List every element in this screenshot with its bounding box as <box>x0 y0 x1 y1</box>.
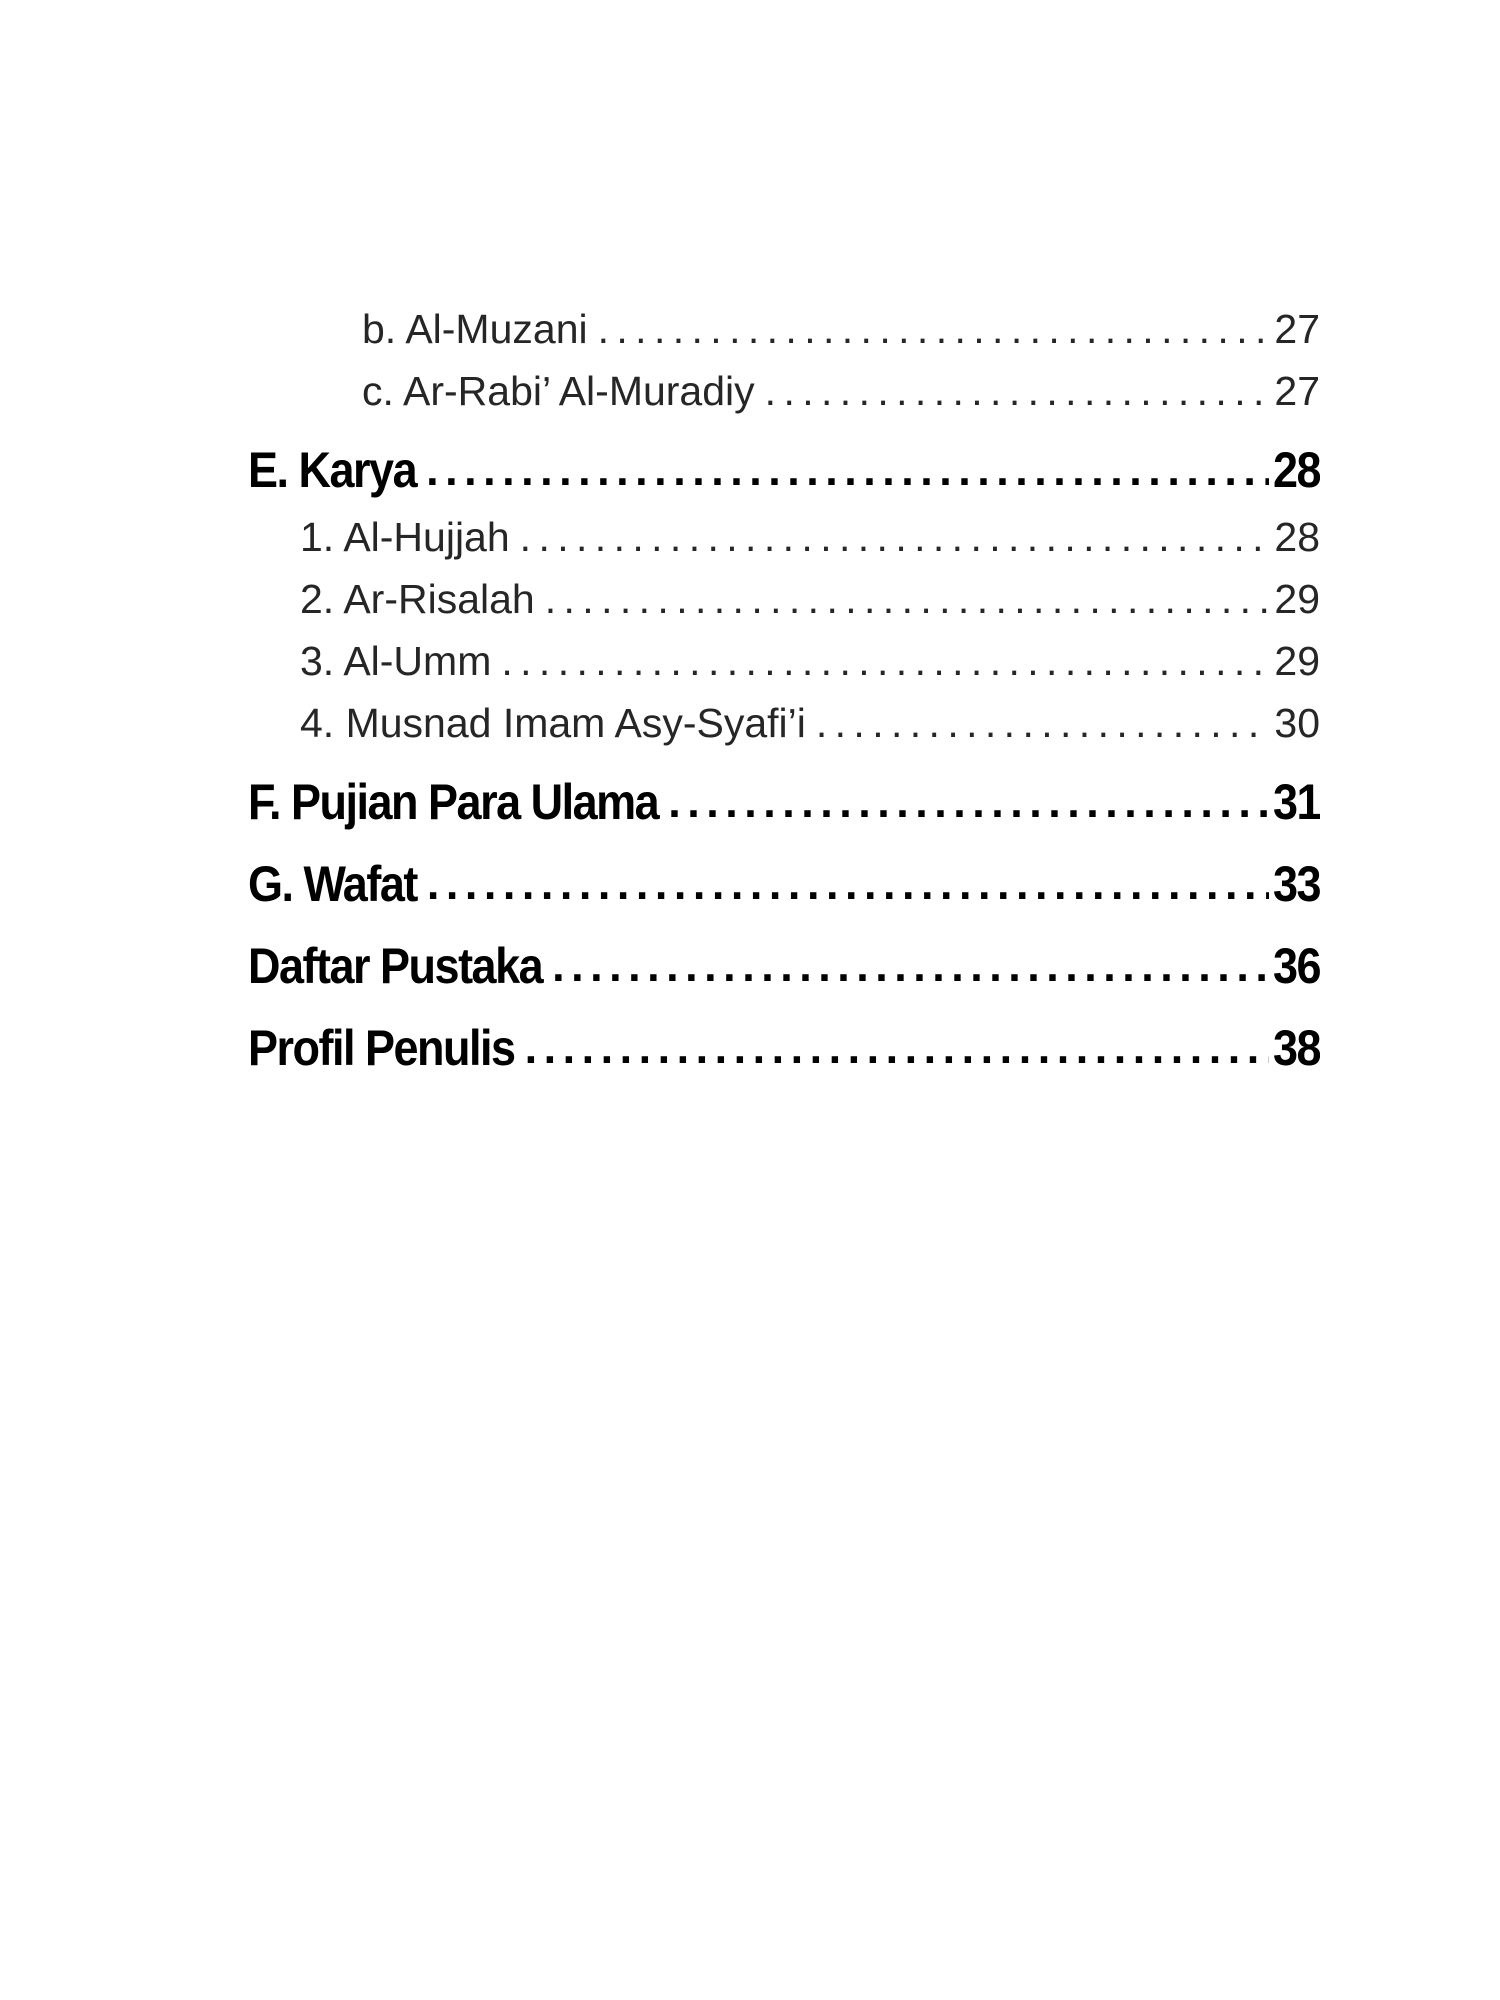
toc-entry-label: 1. Al-Hujjah <box>300 514 510 560</box>
toc-page-number: 28 <box>1272 440 1320 498</box>
toc-page-number: 29 <box>1274 576 1320 622</box>
table-of-contents <box>248 298 1320 1090</box>
toc-page-number: 27 <box>1274 368 1320 414</box>
dot-leader <box>545 568 1271 630</box>
toc-page-number: 27 <box>1274 306 1320 352</box>
toc-page-number: 36 <box>1272 936 1320 994</box>
dot-leader <box>501 630 1270 692</box>
toc-entry-musnad-imam-asy-syafii[interactable] <box>248 692 1320 754</box>
toc-page-number: 29 <box>1274 638 1320 684</box>
toc-entry-al-umm[interactable] <box>248 630 1320 692</box>
toc-section-wafat[interactable] <box>248 844 1320 926</box>
toc-section-daftar-pustaka[interactable] <box>248 926 1320 1008</box>
toc-entry-label: 3. Al-Umm <box>300 638 492 684</box>
toc-section-label: F. Pujian Para Ulama <box>248 772 659 830</box>
dot-leader <box>668 762 1269 842</box>
toc-section-label: Profil Penulis <box>248 1018 515 1076</box>
toc-page-number: 33 <box>1272 854 1320 912</box>
dot-leader <box>520 506 1271 568</box>
toc-section-karya[interactable] <box>248 430 1320 512</box>
toc-entry-label: 4. Musnad Imam Asy-Syafi’i <box>300 700 806 746</box>
dot-leader <box>816 692 1271 754</box>
dot-leader <box>598 298 1271 360</box>
toc-section-label: E. Karya <box>248 440 417 498</box>
dot-leader <box>427 844 1269 924</box>
dot-leader <box>426 430 1269 510</box>
toc-entry-ar-rabi-al-muradiy[interactable] <box>248 360 1320 422</box>
toc-entry-ar-risalah[interactable] <box>248 568 1320 630</box>
toc-section-label: G. Wafat <box>248 854 417 912</box>
dot-leader <box>525 1008 1269 1088</box>
toc-section-label: Daftar Pustaka <box>248 936 543 994</box>
toc-page-number: 38 <box>1272 1018 1320 1076</box>
toc-entry-al-hujjah[interactable] <box>248 506 1320 568</box>
toc-entry-label: 2. Ar-Risalah <box>300 576 535 622</box>
dot-leader <box>765 360 1271 422</box>
toc-entry-label: c. Ar-Rabi’ Al-Muradiy <box>362 368 755 414</box>
toc-section-profil-penulis[interactable] <box>248 1008 1320 1090</box>
toc-page-number: 30 <box>1274 700 1320 746</box>
dot-leader <box>552 926 1269 1006</box>
toc-entry-label: b. Al-Muzani <box>362 306 588 352</box>
toc-entry-al-muzani[interactable] <box>248 298 1320 360</box>
toc-page-number: 28 <box>1274 514 1320 560</box>
toc-page-number: 31 <box>1272 772 1320 830</box>
toc-section-pujian-para-ulama[interactable] <box>248 762 1320 844</box>
